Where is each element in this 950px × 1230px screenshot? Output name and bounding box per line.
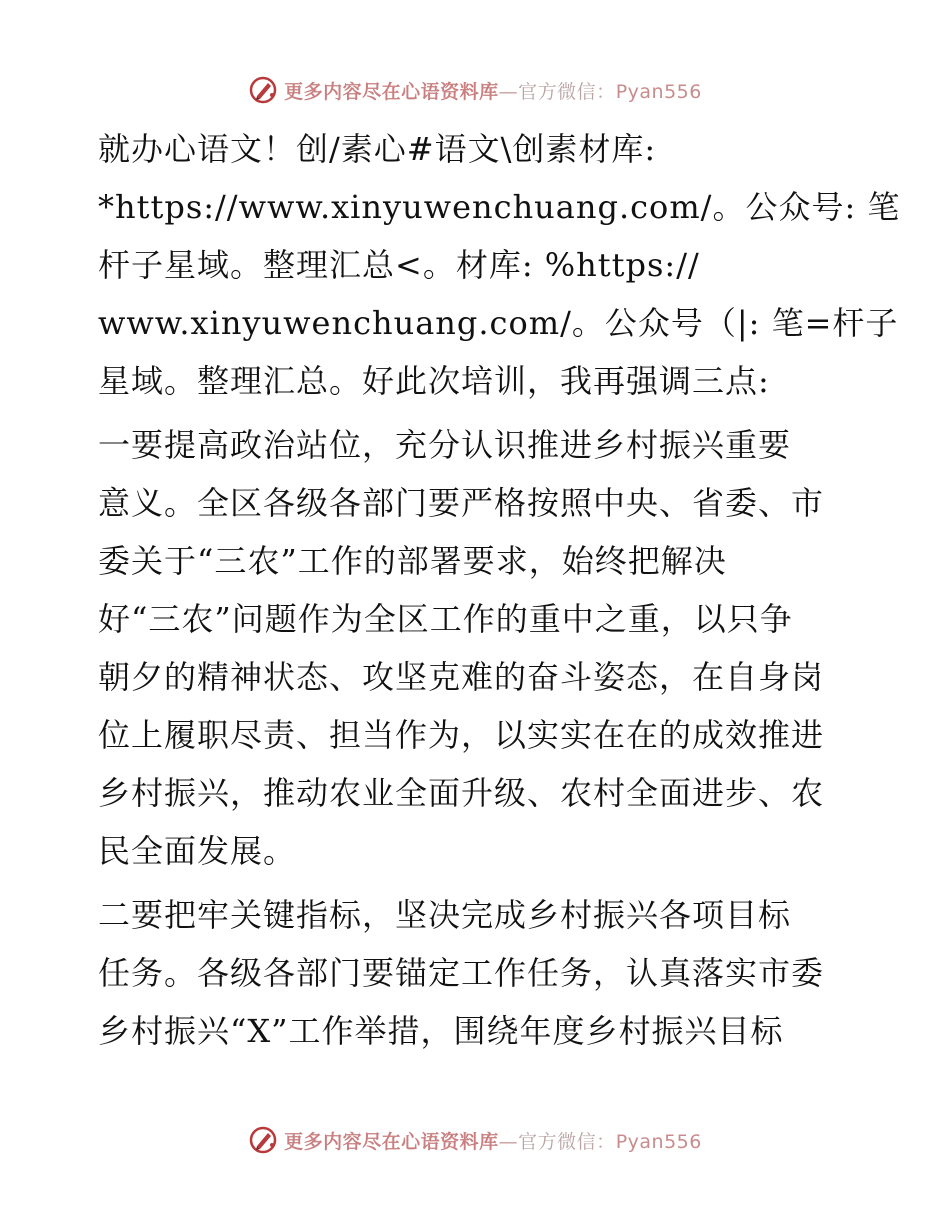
watermark-dash: —: [498, 1130, 519, 1153]
text-line: *https://www.xinyuwenchuang.com/。公众号: 笔: [98, 188, 901, 226]
paragraph-intro: [98, 120, 901, 410]
text-line: 好“三农”问题作为全区工作的重中之重，以只争: [98, 600, 793, 638]
header-watermark-banner: [0, 72, 950, 108]
footer-watermark-banner: [0, 1122, 950, 1158]
text-line: 民全面发展。: [98, 832, 297, 870]
text-line: 乡村振兴“X”工作举措，围绕年度乡村振兴目标: [98, 1012, 784, 1050]
text-line: 就办心语文！创/素心#语文\创素材库:: [98, 130, 657, 168]
watermark-dash: —: [498, 80, 519, 103]
watermark-site-name: 更多内容尽在心语资料库: [284, 80, 499, 103]
pen-logo-icon: [248, 75, 278, 105]
watermark-contact-label: 官方微信：: [518, 1130, 616, 1153]
text-line: 杆子星域。整理汇总<。材库: %https://: [98, 246, 700, 284]
watermark-wechat-handle: Pyan556: [615, 80, 702, 103]
text-line: 星域。整理汇总。好此次培训，我再强调三点:: [98, 362, 770, 400]
text-line: 委关于“三农”工作的部署要求，始终把解决: [98, 542, 727, 580]
text-line: 一要提高政治站位，充分认识推进乡村振兴重要: [98, 426, 792, 464]
watermark-text: [284, 1127, 702, 1154]
text-line: 位上履职尽责、担当作为，以实实在在的成效推进: [98, 716, 825, 754]
paragraph-point-two: [98, 886, 858, 1060]
text-line: 任务。各级各部门要锚定工作任务，认真落实市委: [98, 954, 825, 992]
document-body: [98, 120, 901, 1066]
text-line: 二要把牢关键指标，坚决完成乡村振兴各项目标: [98, 896, 792, 934]
text-line: 朝夕的精神状态、攻坚克难的奋斗姿态，在自身岗: [98, 658, 825, 696]
text-line: www.xinyuwenchuang.com/。公众号（|: 笔=杆子: [98, 304, 899, 342]
watermark-contact-label: 官方微信：: [518, 80, 616, 103]
watermark-wechat-handle: Pyan556: [615, 1130, 702, 1153]
paragraph-point-one: [98, 416, 858, 880]
text-line: 意义。全区各级各部门要严格按照中央、省委、市: [98, 484, 825, 522]
watermark-text: [284, 77, 702, 104]
pen-logo-icon: [248, 1125, 278, 1155]
text-line: 乡村振兴，推动农业全面升级、农村全面进步、农: [98, 774, 825, 812]
watermark-site-name: 更多内容尽在心语资料库: [284, 1130, 499, 1153]
